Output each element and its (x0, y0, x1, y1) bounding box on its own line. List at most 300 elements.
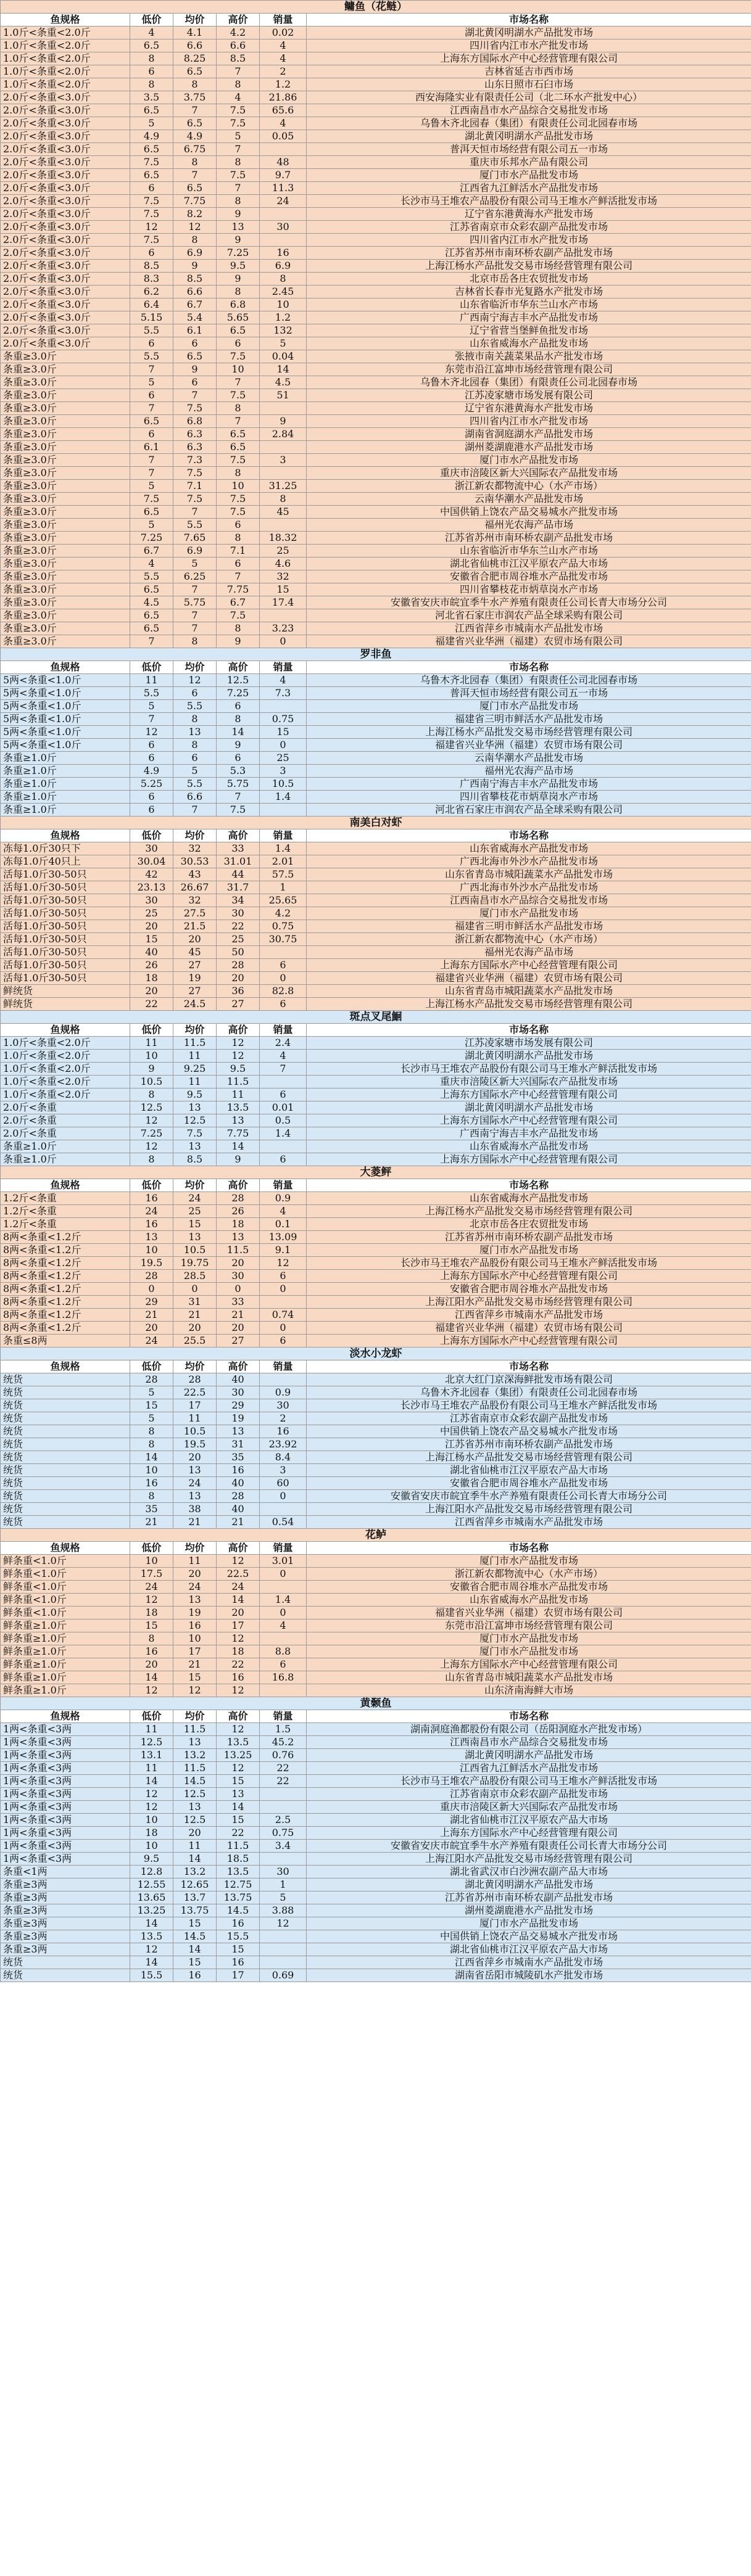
cell-avg: 11 (173, 1050, 217, 1063)
cell-low: 7.5 (130, 234, 173, 247)
cell-volume: 6 (260, 959, 307, 972)
section-title: 花鲈 (1, 1529, 751, 1542)
cell-market: 江苏省南京市众彩农副产品批发市场 (307, 221, 751, 234)
cell-avg: 14.5 (173, 1775, 217, 1788)
cell-avg: 13 (173, 1140, 217, 1153)
cell-volume: 0.69 (260, 1969, 307, 1982)
cell-avg: 6.1 (173, 324, 217, 337)
cell-avg: 20 (173, 1568, 217, 1581)
cell-spec: 条重≥3.0斤 (1, 480, 130, 493)
cell-low: 5 (130, 480, 173, 493)
cell-high: 27 (217, 998, 260, 1011)
cell-avg: 6 (173, 752, 217, 765)
header-volume: 销量 (260, 1360, 307, 1373)
cell-low: 7 (130, 402, 173, 415)
cell-market: 东莞市沿江富坤市场经营管理有限公司 (307, 363, 751, 376)
cell-avg: 8 (173, 713, 217, 726)
cell-avg: 6.5 (173, 182, 217, 195)
table-row (1, 467, 751, 480)
cell-market: 山东省青岛市城阳蔬菜水产品批发市场 (307, 1671, 751, 1684)
cell-avg: 11 (173, 1840, 217, 1853)
table-row (1, 1296, 751, 1309)
cell-high: 20 (217, 1257, 260, 1270)
cell-avg: 5 (173, 558, 217, 570)
cell-low: 12 (130, 1114, 173, 1127)
cell-avg: 8 (173, 78, 217, 91)
table-row (1, 700, 751, 713)
cell-low: 13 (130, 1231, 173, 1244)
cell-avg: 8 (173, 739, 217, 752)
cell-avg: 5.4 (173, 311, 217, 324)
cell-market: 云南华潮水产品批发市场 (307, 493, 751, 506)
header-avg: 均价 (173, 1710, 217, 1723)
cell-volume: 1.2 (260, 78, 307, 91)
cell-high: 9 (217, 1153, 260, 1166)
header-spec: 鱼规格 (1, 1179, 130, 1192)
cell-spec: 统货 (1, 1490, 130, 1503)
table-row (1, 998, 751, 1011)
cell-high: 33 (217, 1296, 260, 1309)
cell-avg: 11.5 (173, 1723, 217, 1736)
column-header-row (1, 14, 751, 27)
cell-market: 江苏凌家塘市场发展有限公司 (307, 389, 751, 402)
cell-high: 28 (217, 1490, 260, 1503)
table-row (1, 78, 751, 91)
cell-market: 厦门市水产品批发市场 (307, 1645, 751, 1658)
cell-volume: 0.75 (260, 1827, 307, 1840)
table-row (1, 842, 751, 855)
table-row (1, 583, 751, 596)
cell-low: 12 (130, 221, 173, 234)
cell-low: 6 (130, 804, 173, 817)
cell-low: 18 (130, 1827, 173, 1840)
cell-spec: 1两<条重<3两 (1, 1788, 130, 1801)
cell-low: 6 (130, 389, 173, 402)
cell-low: 42 (130, 868, 173, 881)
cell-spec: 统货 (1, 1451, 130, 1464)
table-row (1, 1904, 751, 1917)
cell-avg: 7 (173, 622, 217, 635)
cell-market: 湖北黄冈明湖水产品批发市场 (307, 1879, 751, 1891)
table-row (1, 1270, 751, 1283)
cell-avg: 6.6 (173, 286, 217, 298)
cell-avg: 12.65 (173, 1879, 217, 1891)
cell-spec: 条重≥1.0斤 (1, 791, 130, 804)
header-avg: 均价 (173, 1360, 217, 1373)
cell-volume (260, 1930, 307, 1943)
cell-high: 7.5 (217, 169, 260, 182)
cell-market: 安徽省安庆市皖宜季牛水产养殖有限责任公司长青大市场分公司 (307, 1840, 751, 1853)
cell-low: 3.5 (130, 91, 173, 104)
cell-avg: 13 (173, 1594, 217, 1607)
cell-low: 25 (130, 907, 173, 920)
table-row (1, 506, 751, 519)
cell-market: 上海东方国际水产中心经营管理有限公司 (307, 1335, 751, 1348)
cell-market: 四川省内江市水产批发市场 (307, 234, 751, 247)
cell-volume (260, 1140, 307, 1153)
table-row (1, 493, 751, 506)
table-row (1, 972, 751, 985)
table-row (1, 519, 751, 532)
cell-avg: 19 (173, 1607, 217, 1619)
cell-spec: 1两<条重<3两 (1, 1736, 130, 1749)
cell-spec: 1.2斤<条重 (1, 1192, 130, 1205)
cell-spec: 1两<条重<3两 (1, 1723, 130, 1736)
cell-spec: 1两<条重<3两 (1, 1762, 130, 1775)
cell-market: 上海江杨水产品批发交易市场经营管理有限公司 (307, 726, 751, 739)
cell-spec: 统货 (1, 1412, 130, 1425)
cell-high: 13.5 (217, 1101, 260, 1114)
cell-volume: 15 (260, 583, 307, 596)
table-row (1, 480, 751, 493)
cell-volume (260, 1956, 307, 1969)
cell-low: 6 (130, 428, 173, 441)
cell-volume: 6 (260, 1088, 307, 1101)
header-market: 市场名称 (307, 1710, 751, 1723)
cell-spec: 条重≥3.0斤 (1, 583, 130, 596)
cell-volume (260, 467, 307, 480)
cell-low: 7 (130, 713, 173, 726)
cell-avg: 11 (173, 1076, 217, 1088)
cell-volume (260, 441, 307, 454)
cell-avg: 4.9 (173, 130, 217, 143)
table-row (1, 791, 751, 804)
cell-volume: 0.04 (260, 350, 307, 363)
cell-volume: 30.75 (260, 933, 307, 946)
table-row (1, 596, 751, 609)
cell-low: 30 (130, 842, 173, 855)
table-row (1, 1309, 751, 1322)
cell-volume: 1.4 (260, 842, 307, 855)
cell-avg: 7.5 (173, 467, 217, 480)
cell-spec: 活每1.0斤30-50只 (1, 868, 130, 881)
cell-low: 12 (130, 1943, 173, 1956)
cell-volume: 57.5 (260, 868, 307, 881)
cell-high: 9 (217, 208, 260, 221)
cell-volume: 5 (260, 337, 307, 350)
cell-volume: 0 (260, 739, 307, 752)
cell-volume: 0.1 (260, 1218, 307, 1231)
table-row (1, 1879, 751, 1891)
cell-volume: 7 (260, 1063, 307, 1076)
cell-avg: 8.2 (173, 208, 217, 221)
cell-low: 30.04 (130, 855, 173, 868)
cell-volume: 4.2 (260, 907, 307, 920)
cell-volume (260, 402, 307, 415)
cell-volume: 0 (260, 1568, 307, 1581)
cell-market: 江苏省苏州市南环桥农副产品批发市场 (307, 247, 751, 260)
cell-spec: 1.0斤<条重<2.0斤 (1, 1063, 130, 1076)
cell-high: 11.5 (217, 1076, 260, 1088)
cell-volume: 0 (260, 1607, 307, 1619)
cell-spec: 鲜条重≥1.0斤 (1, 1671, 130, 1684)
cell-low: 0 (130, 1283, 173, 1296)
cell-market: 中国供销上饶农产品交易城水产批发市场 (307, 1425, 751, 1438)
cell-high: 7 (217, 143, 260, 156)
cell-avg: 7 (173, 389, 217, 402)
table-row (1, 1619, 751, 1632)
cell-spec: 1.0斤<条重<2.0斤 (1, 27, 130, 39)
cell-spec: 1.2斤<条重 (1, 1218, 130, 1231)
table-row (1, 1050, 751, 1063)
cell-low: 6 (130, 752, 173, 765)
cell-market: 重庆市乐邦水产品有限公司 (307, 156, 751, 169)
table-row (1, 1192, 751, 1205)
table-row (1, 855, 751, 868)
header-low: 低价 (130, 14, 173, 27)
cell-market: 安徽省安庆市皖宜季牛水产养殖有限责任公司长青大市场分公司 (307, 1490, 751, 1503)
cell-high: 31.01 (217, 855, 260, 868)
cell-low: 8 (130, 1490, 173, 1503)
cell-low: 14 (130, 1775, 173, 1788)
cell-high: 12 (217, 1684, 260, 1697)
table-row (1, 1632, 751, 1645)
cell-high: 7.5 (217, 350, 260, 363)
cell-market: 江西省萍乡市城南水产品批发市场 (307, 1309, 751, 1322)
cell-volume: 45.2 (260, 1736, 307, 1749)
cell-high: 17 (217, 1969, 260, 1982)
cell-low: 6.7 (130, 545, 173, 558)
table-row (1, 1645, 751, 1658)
cell-market: 长沙市马王堆农产品股份有限公司马王堆水产鲜活批发市场 (307, 195, 751, 208)
cell-market: 江苏省苏州市南环桥农副产品批发市场 (307, 532, 751, 545)
cell-market: 山东省威海水产品批发市场 (307, 1594, 751, 1607)
cell-high: 7.1 (217, 545, 260, 558)
table-row (1, 1399, 751, 1412)
table-row (1, 1956, 751, 1969)
table-row (1, 234, 751, 247)
cell-avg: 19.75 (173, 1257, 217, 1270)
cell-low: 5 (130, 519, 173, 532)
cell-avg: 0 (173, 1283, 217, 1296)
cell-volume: 2.4 (260, 1037, 307, 1050)
cell-market: 北京大红门京深海鲜批发市场有限公司 (307, 1373, 751, 1386)
table-row (1, 1063, 751, 1076)
cell-market: 长沙市马王堆农产品股份有限公司马王堆水产鲜活批发市场 (307, 1399, 751, 1412)
cell-market: 浙江新农都物流中心（水产市场） (307, 1568, 751, 1581)
cell-low: 14 (130, 1451, 173, 1464)
cell-market: 福建省兴业华洲（福建）农贸市场有限公司 (307, 972, 751, 985)
cell-avg: 6.5 (173, 117, 217, 130)
section-7 (1, 1697, 751, 1982)
cell-high: 25 (217, 933, 260, 946)
cell-high: 36 (217, 985, 260, 998)
cell-low: 8.5 (130, 260, 173, 273)
table-row (1, 195, 751, 208)
table-row (1, 91, 751, 104)
table-row (1, 454, 751, 467)
table-row (1, 1244, 751, 1257)
cell-high: 8 (217, 195, 260, 208)
cell-market: 四川省攀枝花市炳草岗水产市场 (307, 583, 751, 596)
cell-spec: 1两<条重<3两 (1, 1775, 130, 1788)
cell-spec: 鲜统货 (1, 998, 130, 1011)
cell-market: 山东省青岛市城阳蔬菜水产品批发市场 (307, 868, 751, 881)
header-spec: 鱼规格 (1, 1710, 130, 1723)
cell-avg: 7.3 (173, 454, 217, 467)
cell-high: 8 (217, 532, 260, 545)
cell-spec: 2.0斤<条重<3.0斤 (1, 182, 130, 195)
cell-market: 江苏省南京市众彩农副产品批发市场 (307, 1788, 751, 1801)
cell-spec: 1.2斤<条重 (1, 1205, 130, 1218)
cell-low: 8 (130, 78, 173, 91)
cell-avg: 13 (173, 1736, 217, 1749)
cell-market: 湖北省武汉市白沙洲农副产品大市场 (307, 1866, 751, 1879)
cell-high: 16 (217, 1464, 260, 1477)
cell-spec: 2.0斤<条重<3.0斤 (1, 91, 130, 104)
cell-spec: 条重≥3.0斤 (1, 609, 130, 622)
column-header-row (1, 1542, 751, 1555)
cell-avg: 11.5 (173, 1762, 217, 1775)
cell-avg: 7.65 (173, 532, 217, 545)
table-row (1, 1801, 751, 1814)
cell-volume: 4.5 (260, 376, 307, 389)
cell-avg: 20 (173, 1322, 217, 1335)
cell-market: 安徽省合肥市周谷堆水产品批发市场 (307, 570, 751, 583)
cell-avg: 12.5 (173, 1788, 217, 1801)
cell-high: 13 (217, 1114, 260, 1127)
cell-market: 江西省萍乡市城南水产品批发市场 (307, 1956, 751, 1969)
cell-high: 17 (217, 1619, 260, 1632)
cell-market: 江苏省南京市众彩农副产品批发市场 (307, 1412, 751, 1425)
cell-high: 12.5 (217, 674, 260, 687)
cell-avg: 31 (173, 1296, 217, 1309)
cell-volume: 0.75 (260, 920, 307, 933)
table-row (1, 1516, 751, 1529)
cell-market: 中国供销上饶农产品交易城水产批发市场 (307, 1930, 751, 1943)
cell-market: 上海东方国际水产中心经营管理有限公司 (307, 52, 751, 65)
cell-volume: 45 (260, 506, 307, 519)
cell-market: 厦门市水产品批发市场 (307, 454, 751, 467)
cell-low: 9.5 (130, 1853, 173, 1866)
header-avg: 均价 (173, 829, 217, 842)
cell-high: 30 (217, 1386, 260, 1399)
table-row (1, 1736, 751, 1749)
cell-high: 12.75 (217, 1879, 260, 1891)
cell-avg: 6 (173, 337, 217, 350)
table-row (1, 933, 751, 946)
cell-high: 13.25 (217, 1749, 260, 1762)
cell-market: 山东省临沂市华东兰山水产市场 (307, 298, 751, 311)
table-row (1, 959, 751, 972)
header-high: 高价 (217, 1360, 260, 1373)
header-volume: 销量 (260, 1024, 307, 1037)
cell-high: 5 (217, 130, 260, 143)
cell-high: 11.5 (217, 1840, 260, 1853)
cell-market: 厦门市水产品批发市场 (307, 169, 751, 182)
cell-low: 11 (130, 1762, 173, 1775)
cell-high: 7.25 (217, 247, 260, 260)
table-row (1, 1607, 751, 1619)
cell-high: 10 (217, 480, 260, 493)
cell-low: 7.25 (130, 1127, 173, 1140)
cell-volume: 3 (260, 1464, 307, 1477)
cell-high: 21 (217, 1309, 260, 1322)
cell-spec: 条重≥3两 (1, 1904, 130, 1917)
table-row (1, 1412, 751, 1425)
cell-avg: 14 (173, 1853, 217, 1866)
table-row (1, 752, 751, 765)
section-0 (1, 1, 751, 648)
cell-market: 山东日照市石臼市场 (307, 78, 751, 91)
table-row (1, 1231, 751, 1244)
cell-spec: 条重≥1.0斤 (1, 765, 130, 778)
cell-avg: 13 (173, 1231, 217, 1244)
cell-market: 广西南宁海吉丰水产品批发市场 (307, 778, 751, 791)
cell-market: 福建省兴业华洲（福建）农贸市场有限公司 (307, 635, 751, 648)
cell-low: 11 (130, 674, 173, 687)
cell-avg: 13 (173, 1464, 217, 1477)
cell-avg: 13.2 (173, 1866, 217, 1879)
cell-high: 7 (217, 415, 260, 428)
cell-high: 7.75 (217, 1127, 260, 1140)
cell-market: 长沙市马王堆农产品股份有限公司马王堆水产鲜活批发市场 (307, 1063, 751, 1076)
cell-market: 山东省威海水产品批发市场 (307, 1192, 751, 1205)
header-volume: 销量 (260, 661, 307, 674)
cell-high: 13.5 (217, 1736, 260, 1749)
cell-volume: 9.7 (260, 169, 307, 182)
table-row (1, 1101, 751, 1114)
section-title: 南美白对虾 (1, 817, 751, 829)
cell-avg: 32 (173, 842, 217, 855)
column-header-row (1, 661, 751, 674)
table-row (1, 1891, 751, 1904)
cell-volume (260, 1853, 307, 1866)
table-row (1, 182, 751, 195)
section-title: 黄颡鱼 (1, 1697, 751, 1710)
cell-low: 12 (130, 1594, 173, 1607)
cell-high: 28 (217, 959, 260, 972)
table-row (1, 804, 751, 817)
cell-volume: 6 (260, 1153, 307, 1166)
cell-volume (260, 1788, 307, 1801)
header-high: 高价 (217, 1542, 260, 1555)
cell-low: 35 (130, 1503, 173, 1516)
cell-volume (260, 143, 307, 156)
table-row (1, 1762, 751, 1775)
cell-spec: 2.0斤<条重<3.0斤 (1, 221, 130, 234)
cell-low: 10 (130, 1464, 173, 1477)
cell-volume: 25.65 (260, 894, 307, 907)
cell-spec: 鲜条重<1.0斤 (1, 1568, 130, 1581)
cell-low: 12.8 (130, 1866, 173, 1879)
cell-market: 山东省青岛市城阳蔬菜水产品批发市场 (307, 985, 751, 998)
cell-spec: 8两<条重<1.2斤 (1, 1283, 130, 1296)
cell-spec: 条重≥1.0斤 (1, 778, 130, 791)
cell-spec: 1.0斤<条重<2.0斤 (1, 1088, 130, 1101)
cell-low: 6.5 (130, 622, 173, 635)
cell-spec: 2.0斤<条重<3.0斤 (1, 286, 130, 298)
cell-avg: 45 (173, 946, 217, 959)
cell-high: 29 (217, 1399, 260, 1412)
header-high: 高价 (217, 661, 260, 674)
header-spec: 鱼规格 (1, 829, 130, 842)
cell-high: 13 (217, 221, 260, 234)
cell-market: 吉林省延吉市西市场 (307, 65, 751, 78)
cell-market: 普洱天恒市场经营有限公司五一市场 (307, 687, 751, 700)
table-row (1, 1943, 751, 1956)
cell-low: 7 (130, 467, 173, 480)
cell-low: 7.5 (130, 493, 173, 506)
cell-spec: 条重≥3.0斤 (1, 363, 130, 376)
cell-spec: 1两<条重<3两 (1, 1814, 130, 1827)
table-row (1, 441, 751, 454)
cell-volume: 2.01 (260, 855, 307, 868)
cell-low: 6 (130, 65, 173, 78)
cell-high: 19 (217, 1412, 260, 1425)
cell-high: 14 (217, 1594, 260, 1607)
cell-volume (260, 1373, 307, 1386)
